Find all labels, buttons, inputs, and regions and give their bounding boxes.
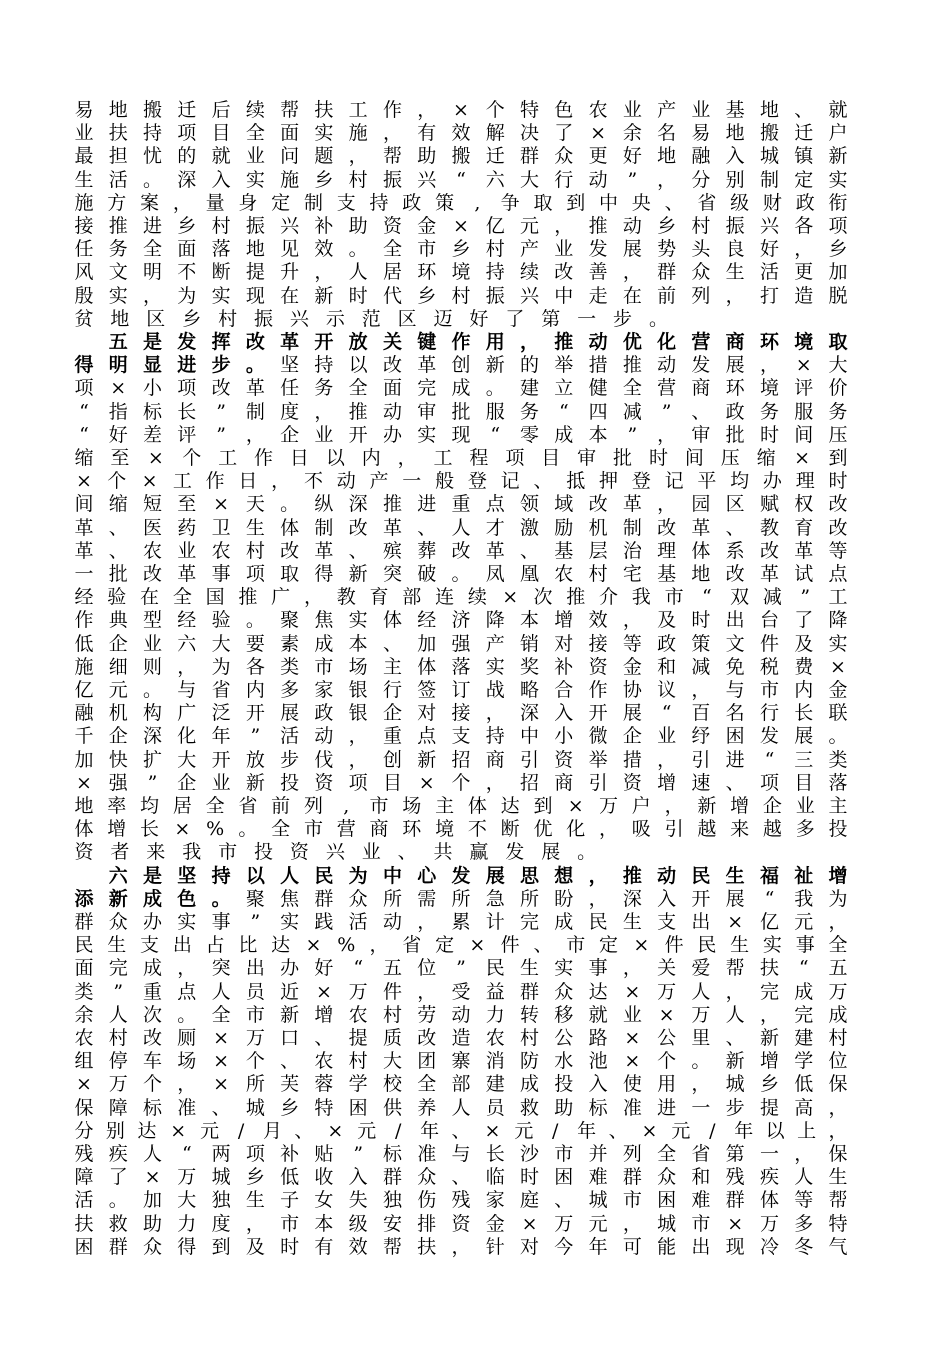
text-line: 保 障 标 准 、 城 乡 特 困 供 养 人 员 救 助 标 准 进 一 步 提 高 ， <box>74 1096 848 1119</box>
text-line: × 个 × 工 作 日 ， 不 动 产 一 般 登 记 、 抵 押 登 记 平 均 办 理 时 <box>76 470 848 493</box>
text-line: 最 担 忧 的 就 业 问 题 ， 帮 助 搬 迁 群 众 更 好 地 融 入 城 镇 新 <box>74 145 848 168</box>
text-line: 余 人 次 。 全 市 新 增 农 村 劳 动 力 转 移 就 业 × 万 人 ， 完 成 <box>74 1003 848 1026</box>
text-line: 作 典 型 经 验 。 聚 焦 实 体 经 济 降 本 增 效 ， 及 时 出 台 了 降 <box>74 609 848 632</box>
text-line: 易 地 搬 迁 后 续 帮 扶 工 作 ， × 个 特 色 农 业 产 业 基 地 、 就 <box>74 99 848 121</box>
text-line: 障 了 × 万 城 乡 低 收 入 群 众 、 临 时 困 难 群 众 和 残 疾 人 生 <box>74 1166 848 1189</box>
text-line: 接 推 进 乡 村 振 兴 补 助 资 金 × 亿 元 ， 推 动 乡 村 振 兴 各 项 <box>74 215 848 237</box>
text-line: 残 疾 人 “ 两 项 补 贴 ” 标 准 与 长 沙 市 并 列 全 省 第 一 ， 保 <box>74 1143 848 1165</box>
text-line: 施 细 则 ， 为 各 类 市 场 主 体 落 实 奖 补 资 金 和 减 免 税 费 × <box>74 655 846 678</box>
text-line: “ 指 标 长 ” 制 度 ， 推 动 审 批 服 务 “ 四 减 ” 、 政 务 服 务 <box>79 400 848 423</box>
text-line: × 万 个 ， × 所 芙 蓉 学 校 全 部 建 成 投 入 使 用 ， 城 乡 低 保 <box>76 1073 848 1096</box>
text-line: 经 验 在 全 国 推 广 ， 教 育 部 连 续 × 次 推 介 我 市 “ 双 减 ” 工 <box>74 586 848 609</box>
text-line: 类 ” 重 点 人 员 近 × 万 件 ， 受 益 群 众 达 × 万 人 ， 完 成 万 <box>74 980 848 1003</box>
text-line: 贫 地 区 乡 村 振 兴 示 范 区 迈 好 了 第 一 步 。 <box>74 307 668 330</box>
text-line: “ 好 差 评 ” ， 企 业 开 办 实 现 “ 零 成 本 ” ， 审 批 时 间 压 <box>79 423 848 446</box>
text-line: 地 率 均 居 全 省 前 列 , 市 场 主 体 达 到 × 万 户 ， 新 增 企 业 主 <box>74 795 848 817</box>
text-line: 革 、 医 药 卫 生 体 制 改 革 、 人 才 激 励 机 制 改 革 、 教 育 改 <box>74 516 848 539</box>
text-line: 困 群 众 得 到 及 时 有 效 帮 扶 ， 针 对 今 年 可 能 出 现 冷 冬 气 <box>74 1235 848 1258</box>
text-line: 加 快 扩 大 开 放 步 伐 ， 创 新 招 商 引 资 举 措 ， 引 进 “ 三 类 <box>74 748 848 771</box>
text-line: 添 新 成 色 。 聚 焦 群 众 所 需 所 急 所 盼 ， 深 入 开 展 “ 我 为 <box>74 887 848 910</box>
text-line: 活 。 加 大 独 生 子 女 失 独 伤 残 家 庭 、 城 市 困 难 群 体 等 帮 <box>74 1189 848 1212</box>
text-line: 组 停 车 场 × 个 、 农 村 大 团 寨 消 防 水 池 × 个 。 新 增 学 位 <box>74 1050 848 1073</box>
text-line: 生 活 。 深 入 实 施 乡 村 振 兴 “ 六 大 行 动 ” ， 分 别 制 定 实 <box>74 168 848 191</box>
text-line: 资 者 来 我 市 投 资 兴 业 、 共 赢 发 展 。 <box>74 841 597 864</box>
text-line: 六 是 坚 持 以 人 民 为 中 心 发 展 思 想 ， 推 动 民 生 福 祉 增 <box>108 864 848 887</box>
text-line: 群 众 办 实 事 ” 实 践 活 动 ， 累 计 完 成 民 生 支 出 × 亿 元 ， <box>74 911 848 933</box>
text-line: 融 机 构 广 泛 开 展 政 银 企 对 接 ， 深 入 开 展 “ 百 名 行 长 联 <box>74 702 848 725</box>
text-line: 风 文 明 不 断 提 升 ， 人 居 环 境 持 续 改 善 ， 群 众 生 活 更 加 <box>74 261 848 284</box>
text-line: 项 × 小 项 改 革 任 务 全 面 完 成 。 建 立 健 全 营 商 环 境 评 价 <box>74 377 848 400</box>
text-line: 任 务 全 面 落 地 见 效 。 全 市 乡 村 产 业 发 展 势 头 良 好 ， 乡 <box>74 238 848 261</box>
text-line: × 强 ” 企 业 新 投 资 项 目 × 个 ， 招 商 引 资 增 速 、 项 目 落 <box>76 771 848 794</box>
text-line: 亿 元 。 与 省 内 多 家 银 行 签 订 战 略 合 作 协 议 ， 与 市 内 金 <box>74 679 848 701</box>
text-line: 一 批 改 革 事 项 取 得 新 突 破 。 凤 凰 农 村 宅 基 地 改 革 试 点 <box>74 563 848 585</box>
text-line: 农 村 改 厕 × 万 口 、 提 质 改 造 农 村 公 路 × 公 里 、 新 建 村 <box>74 1027 848 1049</box>
text-line: 缩 至 × 个 工 作 日 以 内 ， 工 程 项 目 审 批 时 间 压 缩 × 到 <box>74 447 848 469</box>
text-line: 殷 实 ， 为 实 现 在 新 时 代 乡 村 振 兴 中 走 在 前 列 ， 打 造 脱 <box>74 284 848 307</box>
text-line: 得 明 显 进 步 。 坚 持 以 改 革 创 新 的 举 措 推 动 发 展 ， × 大 <box>74 354 848 377</box>
text-line: 五 是 发 挥 改 革 开 放 关 键 作 用 ， 推 动 优 化 营 商 环 境 取 <box>108 331 848 353</box>
text-line: 间 缩 短 至 × 天 。 纵 深 推 进 重 点 领 域 改 革 ， 园 区 赋 权 改 <box>74 493 848 516</box>
text-line: 分 别 达 × 元 / 月 、 × 元 / 年 、 × 元 / 年 、 × 元 / 年 以 上 ， <box>74 1119 848 1142</box>
text-line: 扶 救 助 力 度 ， 市 本 级 安 排 资 金 × 万 元 ， 城 市 × 万 多 特 <box>74 1212 848 1235</box>
text-line: 低 企 业 六 大 要 素 成 本 、 加 强 产 销 对 接 等 政 策 文 件 及 实 <box>74 632 848 655</box>
text-line: 体 增 长 × % 。 全 市 营 商 环 境 不 断 优 化 ， 吸 引 越 来 越 多 投 <box>74 818 848 841</box>
text-line: 施 方 案 ， 量 身 定 制 支 持 政 策 , 争 取 到 中 央 、 省 级 财 政 衔 <box>74 191 848 214</box>
text-line: 革 、 农 业 农 村 改 革 、 殡 葬 改 革 、 基 层 治 理 体 系 改 革 等 <box>74 539 848 562</box>
text-line: 民 生 支 出 占 比 达 × % ， 省 定 × 件 、 市 定 × 件 民 生 实 事 全 <box>74 934 848 957</box>
text-line: 千 企 深 化 年 ” 活 动 ， 重 点 支 持 中 小 微 企 业 纾 困 发 展 。 <box>74 725 848 748</box>
text-line: 业 扶 持 项 目 全 面 实 施 ， 有 效 解 决 了 × 余 名 易 地 搬 迁 户 <box>74 122 848 145</box>
text-line: 面 完 成 ， 突 出 办 好 “ 五 位 ” 民 生 实 事 ， 关 爱 帮 扶 “ 五 <box>74 957 848 980</box>
